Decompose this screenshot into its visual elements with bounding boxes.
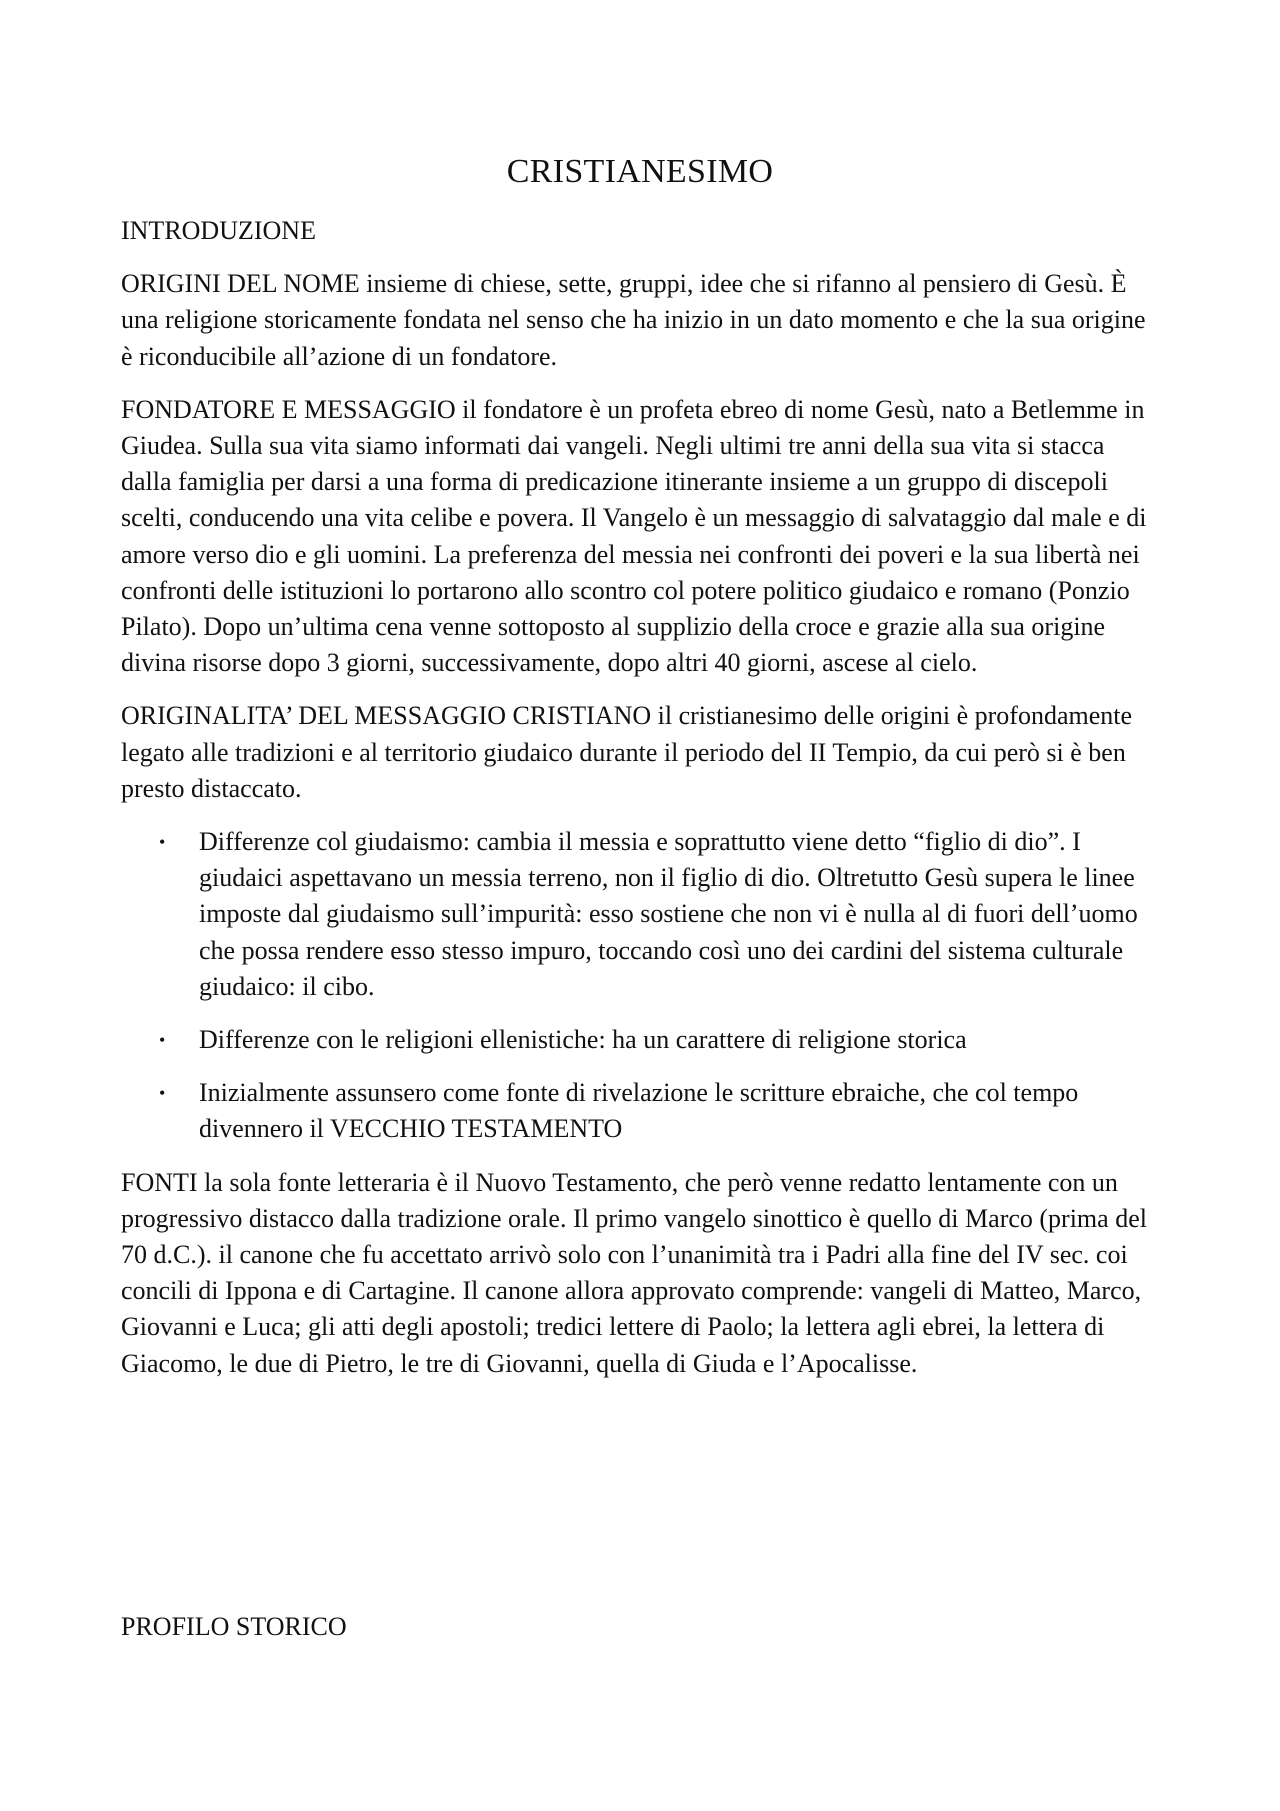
profilo-storico-heading: PROFILO STORICO — [121, 1612, 347, 1641]
list-item-text: Differenze con le religioni ellenistiche: ha un carattere di religione storica — [199, 1025, 967, 1055]
section-originalita — [121, 698, 1161, 807]
bullet-icon: • — [159, 1030, 166, 1051]
bullet-icon: • — [159, 832, 166, 853]
list-item — [121, 1022, 1161, 1058]
document-body — [121, 213, 1161, 1399]
bullet-icon: • — [159, 1083, 166, 1104]
section-text: il fondatore è un profeta ebreo di nome Gesù, nato a Betlemme in Giudea. Sulla sua vita siamo informati dai vangeli. Negli ultimi tre anni della sua vita si stacca dalla famiglia per darsi a una forma di predicazione itinerante insieme a un gruppo di discepoli scelti, conducendo una vita celibe e povera. Il Vangelo è un messaggio di salvataggio dal male e di amore verso dio e gli uomini. La preferenza del messia nei confronti dei poveri e la sua libertà nei confronti delle istituzioni lo portarono allo scontro col potere politico giudaico e romano (Ponzio Pilato). Dopo un’ultima cena venne sottoposto al supplizio della croce e grazie alla sua origine divina risorse dopo 3 giorni, successivamente, dopo altri 40 giorni, ascese al cielo. — [121, 394, 1147, 678]
list-item — [121, 824, 1161, 1005]
list-item-text: Differenze col giudaismo: cambia il messia e soprattutto viene detto “figlio di dio”. I giudaici aspettavano un messia terreno, non il figlio di dio. Oltretutto Gesù supera le linee imposte dal giudaismo sull’impurità: esso sostiene che non vi è nulla al di fuori dell’uomo che possa rendere esso stesso impuro, toccando così uno dei cardini del sistema culturale giudaico: il cibo. — [199, 827, 1138, 1001]
bullet-list — [121, 824, 1161, 1148]
list-item — [121, 1075, 1161, 1147]
section-text: il cristianesimo delle origini è profondamente legato alle tradizioni e al territorio giudaico durante il periodo del II Tempio, da cui però si è ben presto distaccato. — [121, 701, 1133, 803]
intro-heading: INTRODUZIONE — [121, 216, 316, 245]
section-origini — [121, 266, 1161, 375]
section-lead: ORIGINI DEL NOME — [121, 269, 360, 299]
section-lead: FONTI — [121, 1167, 198, 1197]
section-text: insieme di chiese, sette, gruppi, idee che si rifanno al pensiero di Gesù. È una religione storicamente fondata nel senso che ha inizio in un dato momento e che la sua origine è riconducibile all’azione di un fondatore. — [121, 269, 1146, 371]
section-text: la sola fonte letteraria è il Nuovo Testamento, che però venne redatto lentamente con un progressivo distacco dalla tradizione orale. Il primo vangelo sinottico è quello di Marco (prima del 70 d.C.). il canone che fu accettato arrivò solo con l’unanimità tra i Padri alla fine del IV sec. coi concili di Ippona e di Cartagine. Il canone allora approvato comprende: vangeli di Matteo, Marco, Giovanni e Luca; gli atti degli apostoli; tredici lettere di Paolo; la lettera agli ebrei, la lettera di Giacomo, le due di Pietro, le tre di Giovanni, quella di Giuda e l’Apocalisse. — [121, 1167, 1147, 1378]
section-fonti — [121, 1165, 1161, 1382]
section-lead: ORIGINALITA’ DEL MESSAGGIO CRISTIANO — [121, 701, 652, 731]
list-item-text: Inizialmente assunsero come fonte di rivelazione le scritture ebraiche, che col tempo divennero il VECCHIO TESTAMENTO — [199, 1078, 1079, 1144]
section-lead: FONDATORE E MESSAGGIO — [121, 394, 456, 424]
page-title: CRISTIANESIMO — [506, 153, 774, 190]
section-fondatore — [121, 392, 1161, 682]
